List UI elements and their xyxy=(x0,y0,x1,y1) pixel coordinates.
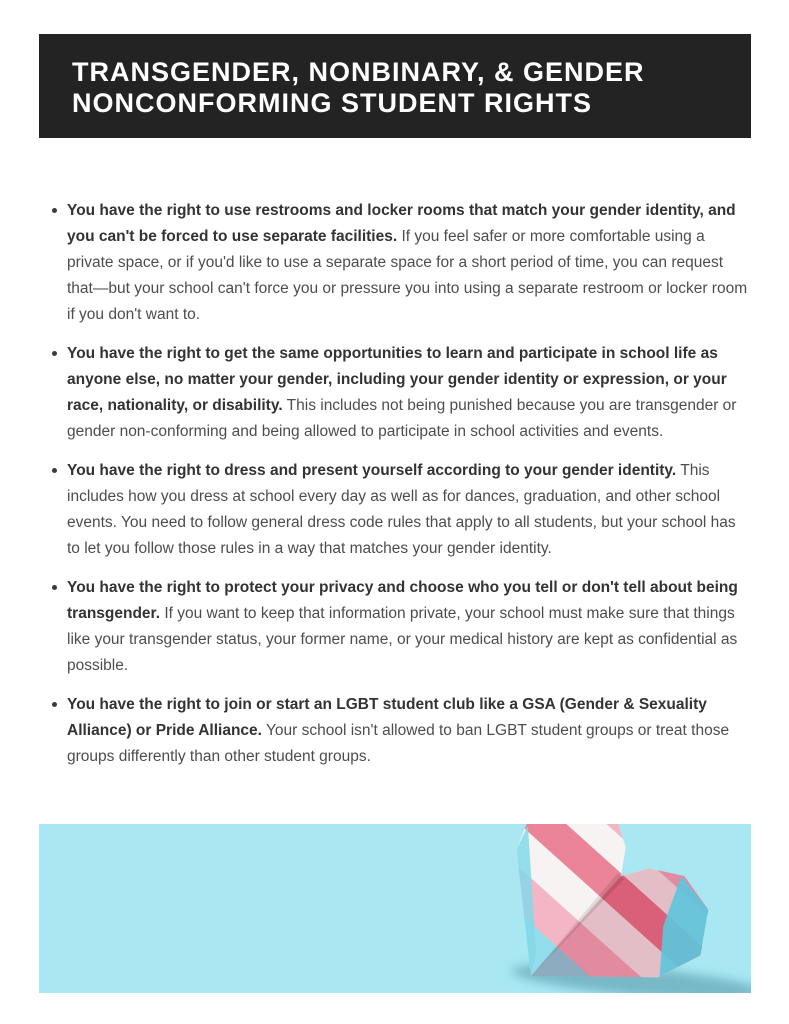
right-detail-text: This includes how you dress at school every day as well as for dances, graduation, and other school events. You need to follow general dress code rules that apply to all students, but your school has to let you follow those rules in a way that matches your gender identity. xyxy=(67,462,736,557)
list-item xyxy=(39,575,749,679)
right-detail-text: If you want to keep that information private, your school must make sure that things like your transgender status, your former name, or your medical history are kept as confidential as possible. xyxy=(67,605,738,674)
bullet-dot xyxy=(52,208,57,213)
list-item xyxy=(39,198,749,328)
list-item xyxy=(39,692,749,770)
right-detail-text: This includes not being punished because you are transgender or gender non-conforming and being allowed to participate in school activities and events. xyxy=(67,397,737,440)
list-item xyxy=(39,458,749,562)
origami-heart-photo xyxy=(39,824,751,993)
rights-list xyxy=(39,198,749,770)
page-title-line1: TRANSGENDER, NONBINARY, & GENDER xyxy=(72,57,645,87)
list-item xyxy=(39,341,749,445)
right-bold-text: You have the right to protect your privacy and choose who you tell or don't tell about being transgender. xyxy=(67,579,738,622)
bullet-dot xyxy=(52,585,57,590)
header-banner xyxy=(39,34,751,138)
bullet-dot xyxy=(52,702,57,707)
right-bold-text: You have the right to dress and present yourself according to your gender identity. xyxy=(67,462,677,479)
rights-list-section xyxy=(39,198,749,783)
right-detail-text: If you feel safer or more comfortable using a private space, or if you'd like to use a separate space for a short period of time, you can request that—but your school can't force you or pressure you into using a separate restroom or locker room if you don't want to. xyxy=(67,228,748,323)
page-title-line2: NONCONFORMING STUDENT RIGHTS xyxy=(72,88,592,118)
bullet-dot xyxy=(52,468,57,473)
right-bold-text: You have the right to use restrooms and locker rooms that match your gender identity, and you can't be forced to use separate facilities. xyxy=(67,202,736,245)
right-bold-text: You have the right to get the same opportunities to learn and participate in school life as anyone else, no matter your gender, including your gender identity or expression, or your race, nationality, or disability. xyxy=(67,345,727,414)
right-detail-text: Your school isn't allowed to ban LGBT student groups or treat those groups differently than other student groups. xyxy=(67,722,730,765)
bullet-dot xyxy=(52,351,57,356)
right-bold-text: You have the right to join or start an LGBT student club like a GSA (Gender & Sexuality Alliance) or Pride Alliance. xyxy=(67,696,707,739)
origami-heart-illustration xyxy=(39,824,751,993)
